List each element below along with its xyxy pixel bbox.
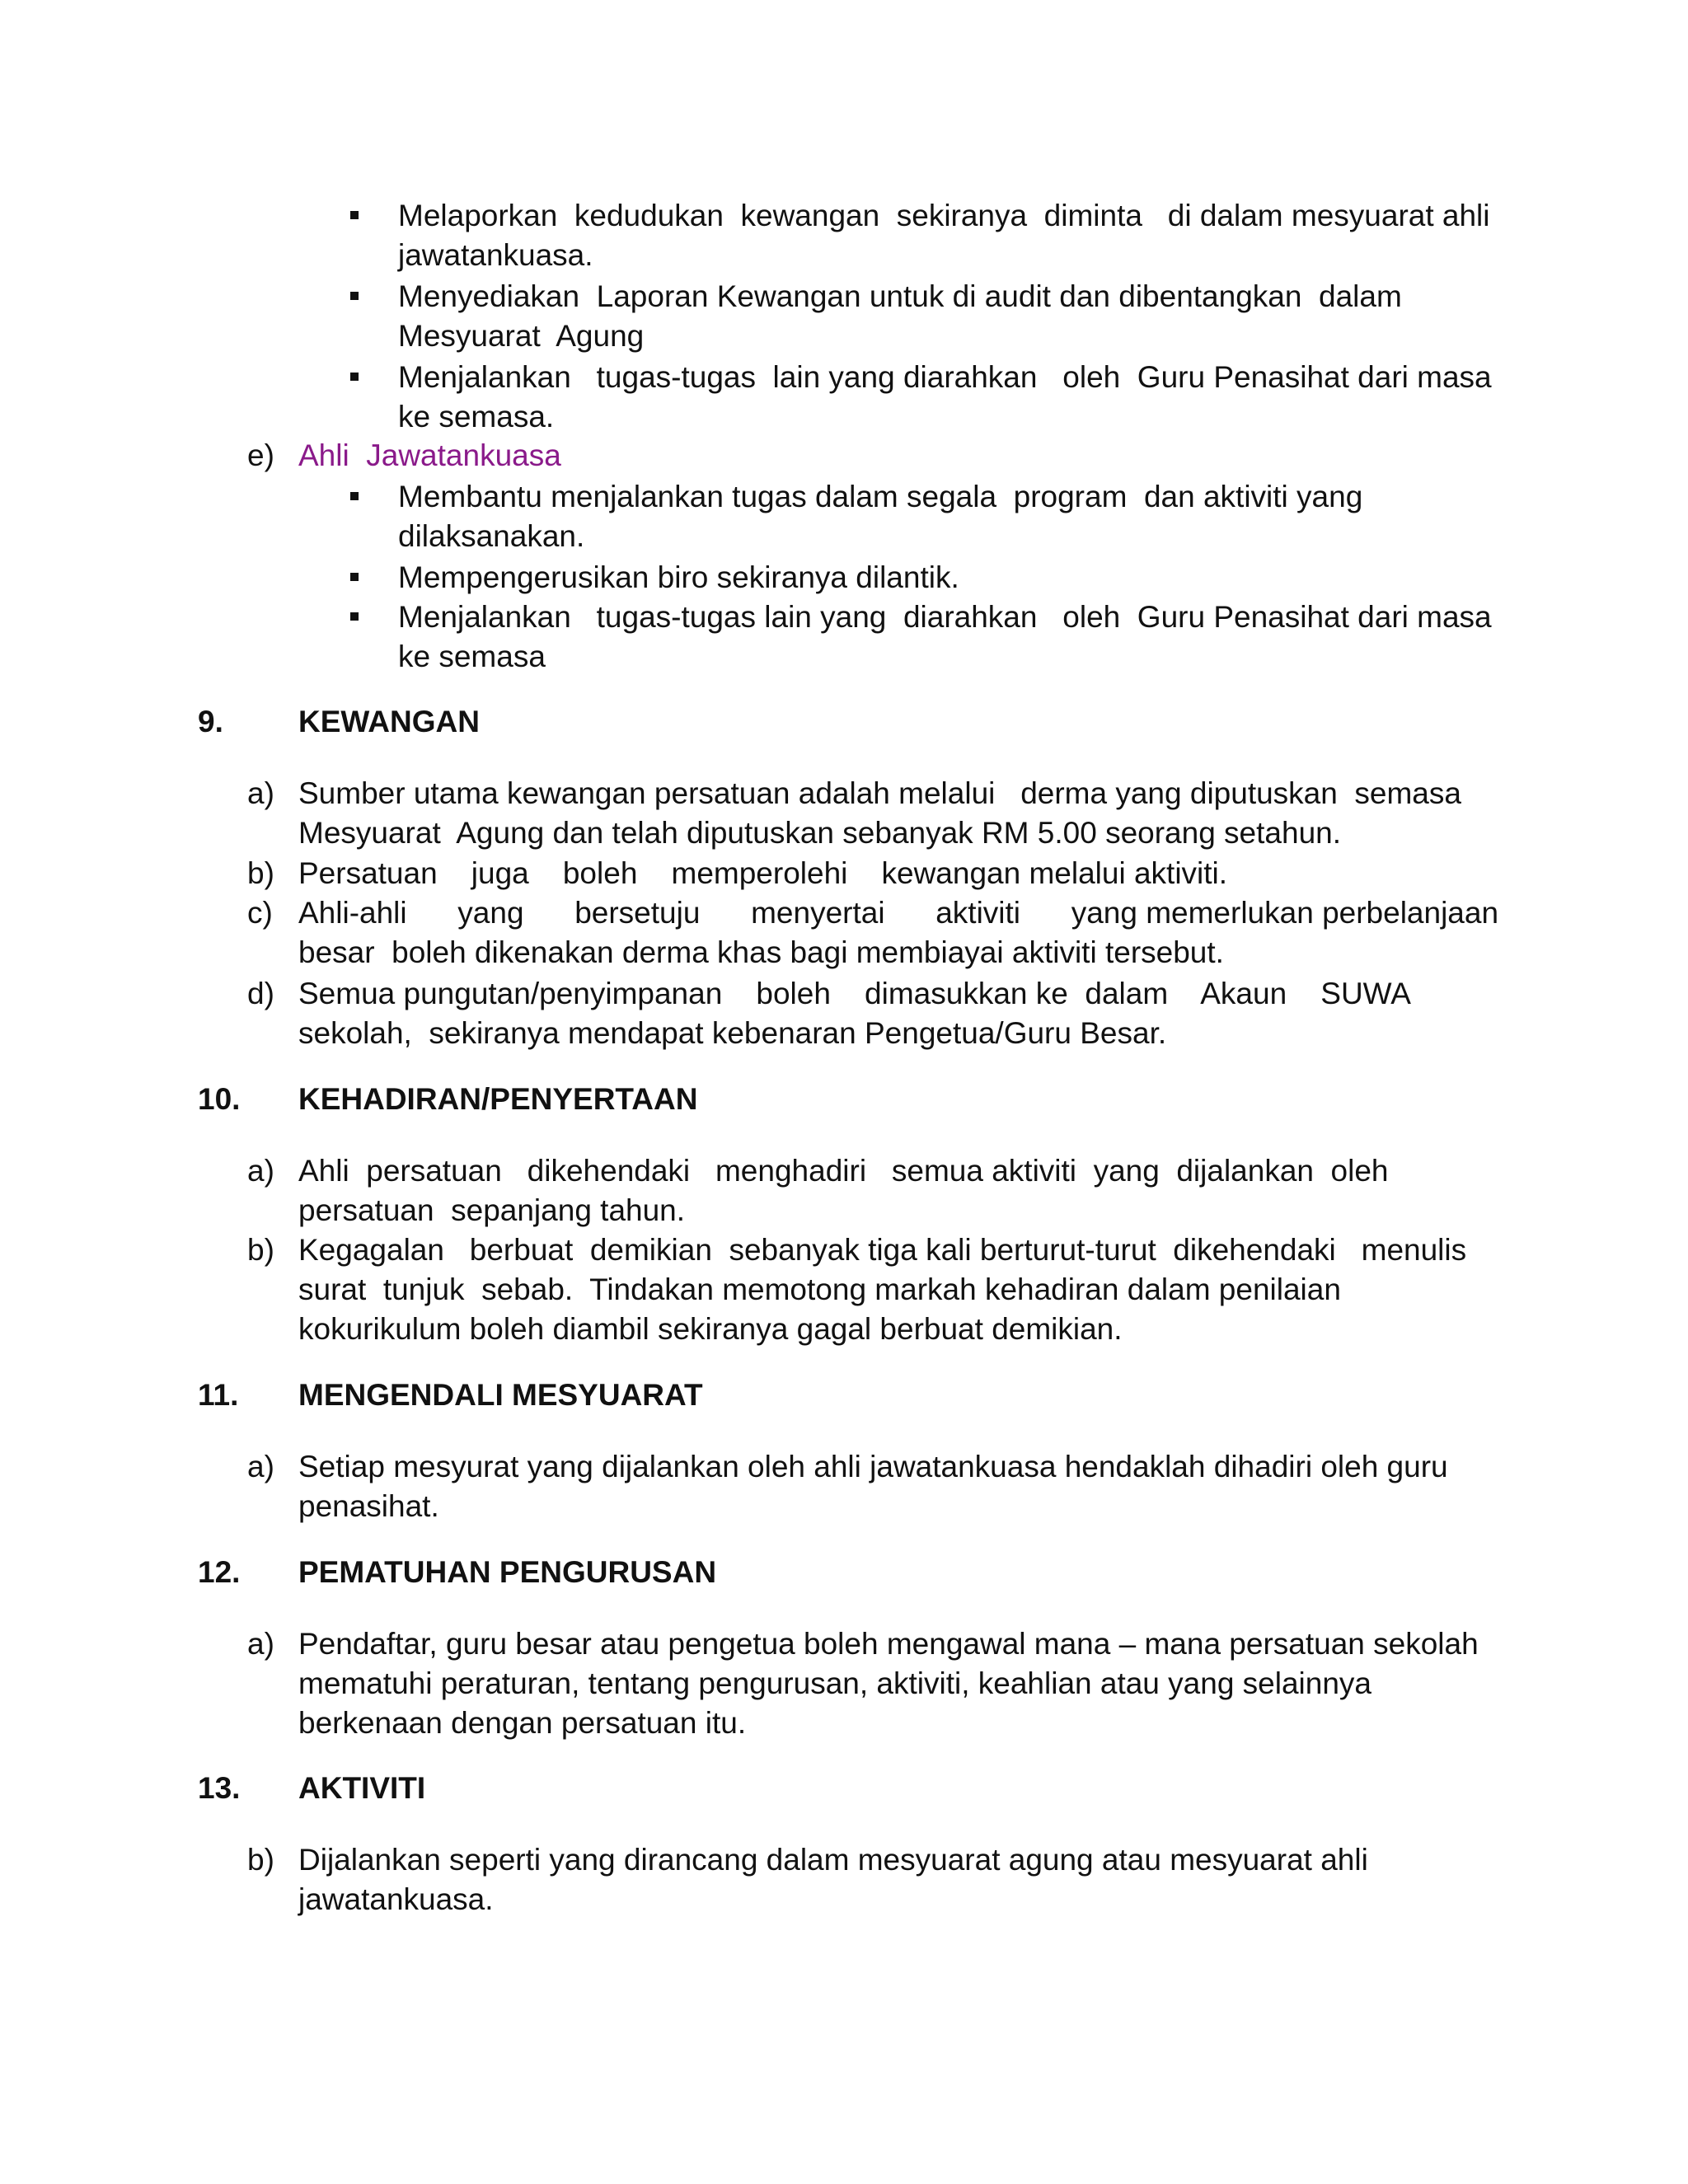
bullet-icon bbox=[350, 612, 359, 621]
list-item-line: penasihat. bbox=[298, 1489, 439, 1523]
list-item-line: jawatankuasa. bbox=[398, 238, 593, 272]
list-item-line: berkenaan dengan persatuan itu. bbox=[298, 1706, 747, 1740]
section-title: KEWANGAN bbox=[298, 705, 480, 738]
list-item-line: Ahli persatuan dikehendaki menghadiri semua aktiviti yang dijalankan oleh bbox=[298, 1154, 1389, 1188]
item-label: d) bbox=[247, 977, 274, 1010]
list-item-line: Kegagalan berbuat demikian sebanyak tiga kali berturut-turut dikehendaki menulis bbox=[298, 1233, 1467, 1267]
section-title: AKTIVITI bbox=[298, 1771, 426, 1805]
list-item-line: sekolah, sekiranya mendapat kebenaran Pengetua/Guru Besar. bbox=[298, 1016, 1167, 1050]
list-item-line: Semua pungutan/penyimpanan boleh dimasukkan ke dalam Akaun SUWA bbox=[298, 977, 1411, 1010]
list-item-line: Menyediakan Laporan Kewangan untuk di audit dan dibentangkan dalam bbox=[398, 279, 1402, 313]
list-item-line: Mempengerusikan biro sekiranya dilantik. bbox=[398, 560, 959, 594]
list-item-line: Mesyuarat Agung bbox=[398, 319, 645, 353]
item-label: c) bbox=[247, 896, 273, 930]
item-label: a) bbox=[247, 776, 274, 810]
list-item-line: Dijalankan seperti yang dirancang dalam mesyuarat agung atau mesyuarat ahli bbox=[298, 1843, 1368, 1877]
section-number: 13. bbox=[198, 1771, 241, 1805]
section-number: 11. bbox=[198, 1378, 239, 1412]
bullet-icon bbox=[350, 373, 359, 381]
list-item-line: Membantu menjalankan tugas dalam segala program dan aktiviti yang bbox=[398, 480, 1363, 513]
section-e-title: Ahli Jawatankuasa bbox=[298, 438, 561, 472]
section-number: 12. bbox=[198, 1555, 241, 1589]
bullet-icon bbox=[350, 492, 359, 500]
list-item-line: Ahli-ahli yang bersetuju menyertai aktiviti yang memerlukan perbelanjaan bbox=[298, 896, 1499, 930]
list-item-line: Melaporkan kedudukan kewangan sekiranya diminta di dalam mesyuarat ahli bbox=[398, 199, 1490, 232]
item-label: b) bbox=[247, 1233, 274, 1267]
list-item-line: mematuhi peraturan, tentang pengurusan, aktiviti, keahlian atau yang selainnya bbox=[298, 1666, 1372, 1700]
item-label: b) bbox=[247, 1843, 274, 1877]
bullet-icon bbox=[350, 573, 359, 581]
item-label: e) bbox=[247, 438, 274, 472]
bullet-icon bbox=[350, 292, 359, 300]
item-label: a) bbox=[247, 1154, 274, 1188]
list-item-line: ke semasa. bbox=[398, 400, 555, 434]
list-item-line: besar boleh dikenakan derma khas bagi membiayai aktiviti tersebut. bbox=[298, 935, 1224, 969]
list-item-line: surat tunjuk sebab. Tindakan memotong markah kehadiran dalam penilaian bbox=[298, 1272, 1341, 1306]
section-number: 10. bbox=[198, 1082, 241, 1116]
list-item-line: Sumber utama kewangan persatuan adalah melalui derma yang diputuskan semasa bbox=[298, 776, 1461, 810]
list-item-line: Setiap mesyurat yang dijalankan oleh ahli jawatankuasa hendaklah dihadiri oleh guru bbox=[298, 1450, 1448, 1483]
list-item-line: kokurikulum boleh diambil sekiranya gagal berbuat demikian. bbox=[298, 1312, 1123, 1346]
section-number: 9. bbox=[198, 705, 223, 738]
list-item-line: dilaksanakan. bbox=[398, 519, 585, 553]
list-item-line: Menjalankan tugas-tugas lain yang diarahkan oleh Guru Penasihat dari masa bbox=[398, 600, 1492, 634]
list-item-line: Persatuan juga boleh memperolehi kewangan melalui aktiviti. bbox=[298, 856, 1228, 890]
item-label: b) bbox=[247, 856, 274, 890]
list-item-line: Menjalankan tugas-tugas lain yang diarahkan oleh Guru Penasihat dari masa bbox=[398, 360, 1492, 394]
list-item-line: Pendaftar, guru besar atau pengetua boleh mengawal mana – mana persatuan sekolah bbox=[298, 1627, 1479, 1661]
list-item-line: Mesyuarat Agung dan telah diputuskan sebanyak RM 5.00 seorang setahun. bbox=[298, 816, 1342, 850]
section-title: KEHADIRAN/PENYERTAAN bbox=[298, 1082, 698, 1116]
section-title: MENGENDALI MESYUARAT bbox=[298, 1378, 703, 1412]
list-item-line: ke semasa bbox=[398, 640, 546, 673]
bullet-icon bbox=[350, 211, 359, 219]
list-item-line: persatuan sepanjang tahun. bbox=[298, 1193, 686, 1227]
item-label: a) bbox=[247, 1450, 274, 1483]
list-item-line: jawatankuasa. bbox=[298, 1882, 494, 1916]
item-label: a) bbox=[247, 1627, 274, 1661]
section-title: PEMATUHAN PENGURUSAN bbox=[298, 1555, 717, 1589]
